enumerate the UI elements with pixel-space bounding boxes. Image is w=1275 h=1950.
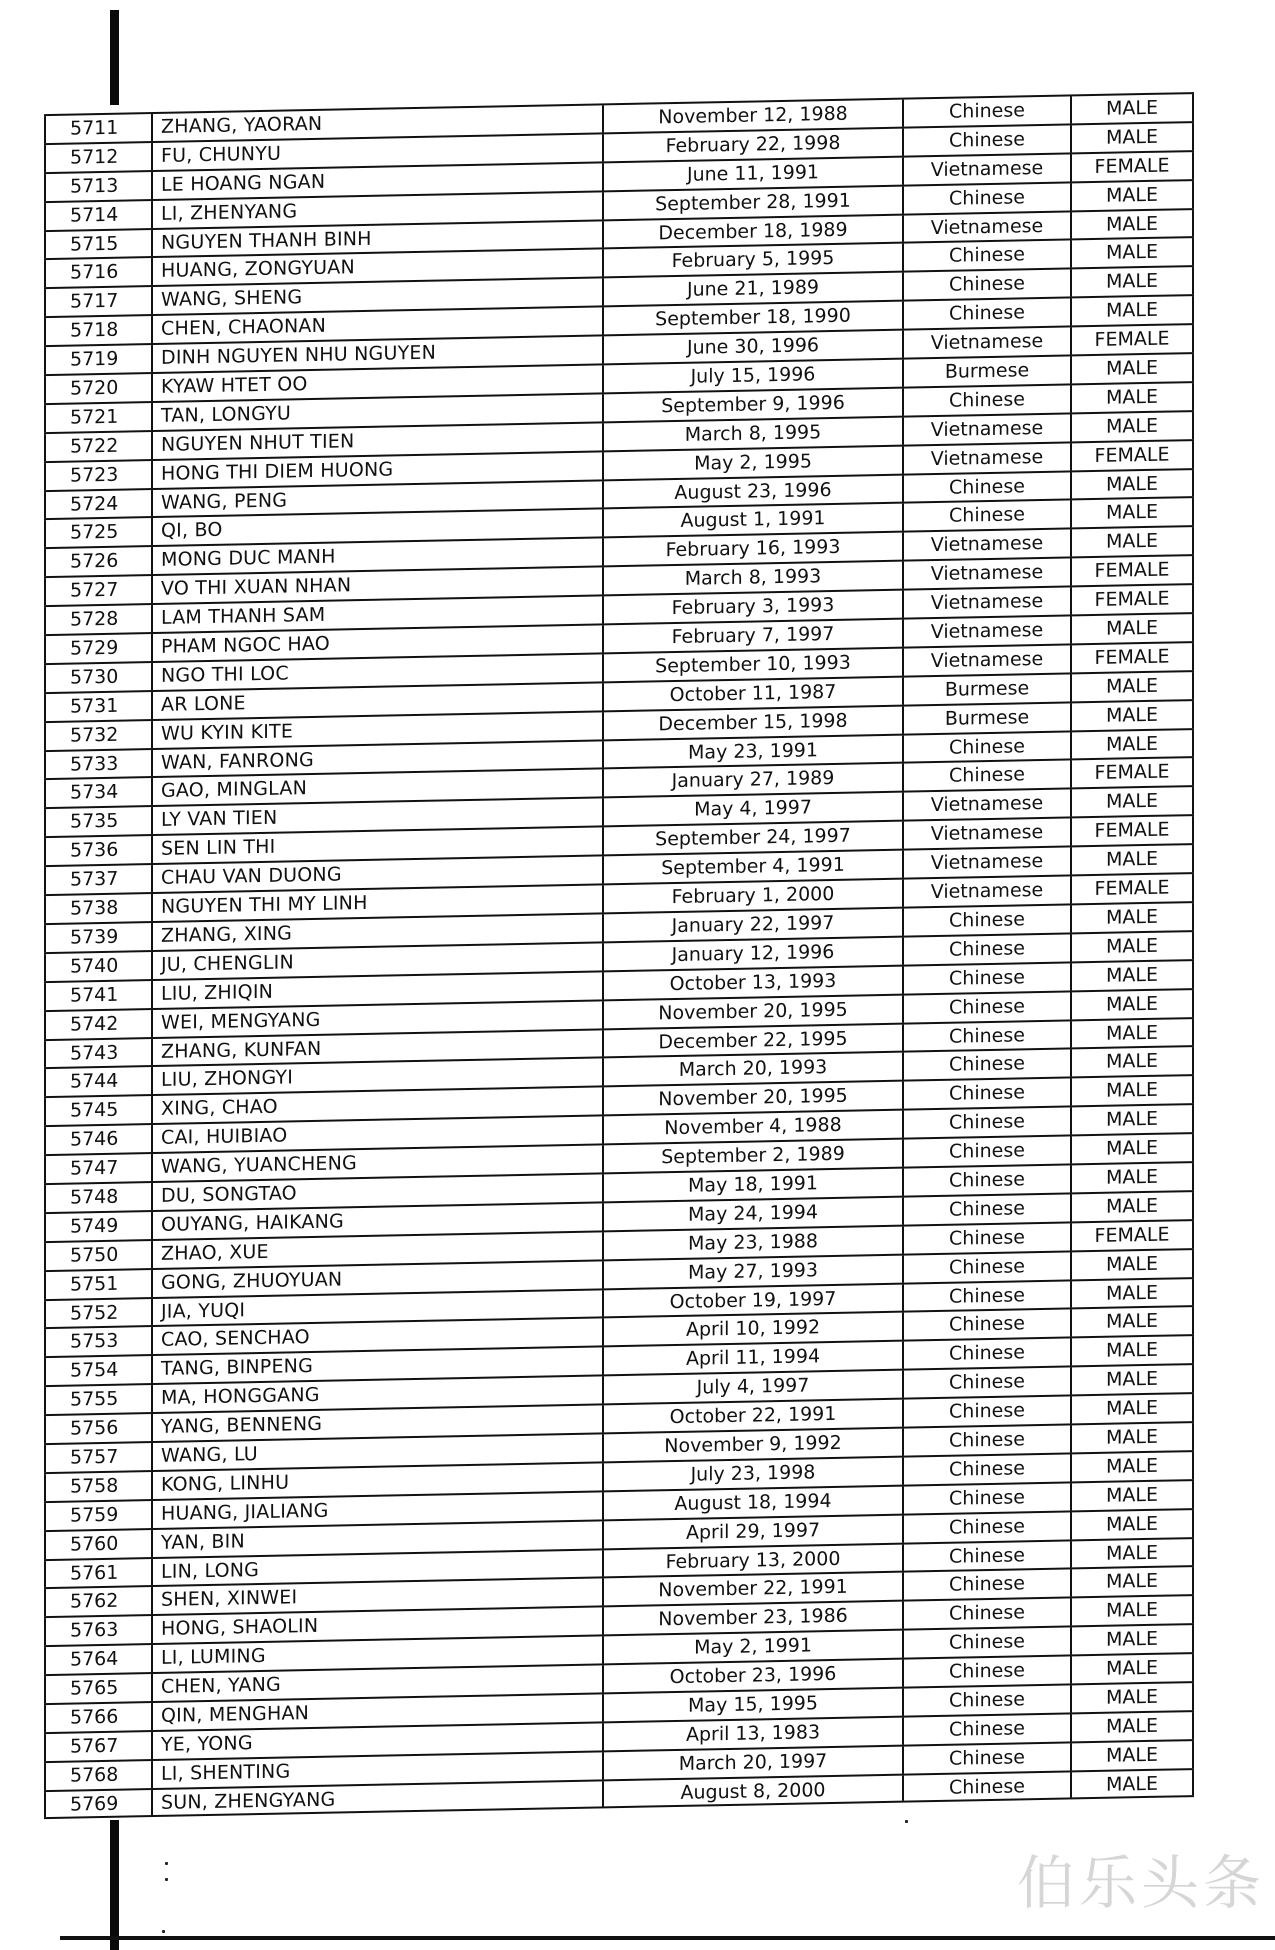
roster-cell-dob: April 11, 1994 bbox=[602, 1342, 902, 1375]
roster-cell-name: SUN, ZHENGYANG bbox=[151, 1781, 602, 1815]
roster-cell-id: 5722 bbox=[44, 432, 151, 461]
roster-cell-nationality: Chinese bbox=[902, 472, 1070, 502]
roster-cell-nationality: Chinese bbox=[902, 992, 1070, 1022]
roster-cell-sex: MALE bbox=[1070, 1741, 1194, 1770]
roster-cell-sex: MALE bbox=[1070, 1250, 1194, 1279]
roster-cell-id: 5730 bbox=[44, 663, 151, 692]
roster-cell-dob: May 23, 1991 bbox=[602, 735, 902, 768]
roster-cell-sex: MALE bbox=[1070, 296, 1194, 325]
roster-cell-sex: MALE bbox=[1070, 354, 1194, 383]
roster-cell-dob: February 7, 1997 bbox=[602, 620, 902, 653]
roster-cell-sex: MALE bbox=[1070, 1192, 1194, 1221]
roster-cell-id: 5741 bbox=[44, 981, 151, 1010]
roster-cell-name: CHAU VAN DUONG bbox=[151, 857, 602, 893]
roster-cell-sex: MALE bbox=[1070, 1307, 1194, 1336]
roster-cell-sex: MALE bbox=[1070, 1567, 1194, 1596]
roster-cell-id: 5759 bbox=[44, 1501, 151, 1530]
roster-table bbox=[44, 92, 1194, 1819]
roster-cell-dob: July 23, 1998 bbox=[602, 1458, 902, 1491]
roster-cell-id: 5767 bbox=[44, 1732, 151, 1761]
roster-cell-sex: MALE bbox=[1070, 239, 1194, 268]
roster-cell-nationality: Chinese bbox=[902, 761, 1070, 791]
roster-cell-nationality: Vietnamese bbox=[902, 645, 1070, 675]
roster-cell-id: 5723 bbox=[44, 461, 151, 490]
roster-cell-nationality: Vietnamese bbox=[902, 154, 1070, 184]
roster-cell-name: MA, HONGGANG bbox=[151, 1377, 602, 1413]
roster-cell-nationality: Chinese bbox=[902, 1281, 1070, 1311]
roster-cell-name: HONG THI DIEM HUONG bbox=[151, 452, 602, 488]
roster-cell-id: 5739 bbox=[44, 923, 151, 952]
roster-cell-sex: FEMALE bbox=[1070, 1221, 1194, 1250]
roster-cell-name: YE, YONG bbox=[151, 1723, 602, 1759]
roster-cell-dob: October 23, 1996 bbox=[602, 1660, 902, 1693]
roster-cell-id: 5746 bbox=[44, 1125, 151, 1154]
roster-cell-id: 5720 bbox=[44, 374, 151, 403]
roster-cell-id: 5735 bbox=[44, 807, 151, 836]
roster-cell-nationality: Vietnamese bbox=[902, 848, 1070, 878]
roster-cell-dob: November 20, 1995 bbox=[602, 995, 902, 1028]
roster-cell-sex: MALE bbox=[1070, 412, 1194, 441]
roster-cell-nationality: Chinese bbox=[902, 96, 1070, 126]
roster-cell-id: 5733 bbox=[44, 750, 151, 779]
roster-cell-nationality: Vietnamese bbox=[902, 212, 1070, 242]
roster-cell-id: 5764 bbox=[44, 1645, 151, 1674]
roster-cell-name: WANG, SHENG bbox=[151, 279, 602, 315]
roster-cell-sex: MALE bbox=[1070, 1394, 1194, 1423]
roster-cell-sex: MALE bbox=[1070, 614, 1194, 643]
roster-cell-sex: MALE bbox=[1070, 787, 1194, 816]
roster-cell-dob: May 23, 1988 bbox=[602, 1226, 902, 1259]
roster-cell-dob: February 22, 1998 bbox=[602, 129, 902, 162]
roster-cell-name: HUANG, JIALIANG bbox=[151, 1492, 602, 1528]
roster-cell-nationality: Chinese bbox=[902, 1194, 1070, 1224]
roster-cell-id: 5736 bbox=[44, 836, 151, 865]
roster-cell-id: 5762 bbox=[44, 1588, 151, 1617]
roster-cell-name: NGUYEN NHUT TIEN bbox=[151, 423, 602, 459]
roster-cell-nationality: Chinese bbox=[902, 1339, 1070, 1369]
roster-cell-name: TANG, BINPENG bbox=[151, 1348, 602, 1384]
roster-cell-sex: MALE bbox=[1070, 1076, 1194, 1105]
roster-cell-nationality: Vietnamese bbox=[902, 530, 1070, 560]
roster-cell-nationality: Chinese bbox=[902, 1021, 1070, 1051]
roster-cell-name: WAN, FANRONG bbox=[151, 741, 602, 777]
roster-cell-id: 5744 bbox=[44, 1067, 151, 1096]
roster-cell-id: 5731 bbox=[44, 692, 151, 721]
roster-cell-name: SHEN, XINWEI bbox=[151, 1579, 602, 1615]
roster-cell-name: NGUYEN THANH BINH bbox=[151, 221, 602, 257]
roster-cell-id: 5718 bbox=[44, 316, 151, 345]
roster-cell-dob: September 24, 1997 bbox=[602, 822, 902, 855]
roster-cell-sex: MALE bbox=[1070, 1423, 1194, 1452]
roster-cell-nationality: Chinese bbox=[902, 1368, 1070, 1398]
roster-cell-nationality: Chinese bbox=[902, 1425, 1070, 1455]
roster-cell-sex: MALE bbox=[1070, 1770, 1194, 1797]
roster-cell-id: 5751 bbox=[44, 1270, 151, 1299]
roster-cell-id: 5732 bbox=[44, 721, 151, 750]
roster-cell-id: 5727 bbox=[44, 576, 151, 605]
roster-cell-dob: November 9, 1992 bbox=[602, 1429, 902, 1462]
roster-cell-name: WEI, MENGYANG bbox=[151, 1001, 602, 1037]
roster-cell-name: CHEN, CHAONAN bbox=[151, 308, 602, 344]
roster-cell-nationality: Vietnamese bbox=[902, 443, 1070, 473]
roster-cell-name: AR LONE bbox=[151, 683, 602, 719]
roster-cell-nationality: Vietnamese bbox=[902, 819, 1070, 849]
roster-cell-sex: FEMALE bbox=[1070, 759, 1194, 788]
roster-cell-id: 5715 bbox=[44, 230, 151, 259]
roster-cell-name: CAI, HUIBIAO bbox=[151, 1117, 602, 1153]
roster-cell-nationality: Chinese bbox=[902, 1657, 1070, 1687]
roster-cell-name: OUYANG, HAIKANG bbox=[151, 1203, 602, 1239]
roster-cell-dob: January 27, 1989 bbox=[602, 764, 902, 797]
roster-cell-nationality: Vietnamese bbox=[902, 588, 1070, 618]
roster-cell-id: 5754 bbox=[44, 1356, 151, 1385]
roster-cell-name: GONG, ZHUOYUAN bbox=[151, 1261, 602, 1297]
roster-cell-dob: September 18, 1990 bbox=[602, 302, 902, 335]
roster-cell-sex: MALE bbox=[1070, 123, 1194, 152]
roster-cell-dob: April 13, 1983 bbox=[602, 1718, 902, 1751]
roster-cell-id: 5740 bbox=[44, 952, 151, 981]
roster-cell-nationality: Chinese bbox=[902, 1310, 1070, 1340]
roster-cell-name: WU KYIN KITE bbox=[151, 712, 602, 748]
roster-cell-dob: May 18, 1991 bbox=[602, 1169, 902, 1202]
roster-cell-name: SEN LIN THI bbox=[151, 828, 602, 864]
roster-cell-id: 5760 bbox=[44, 1530, 151, 1559]
roster-cell-id: 5749 bbox=[44, 1212, 151, 1241]
roster-cell-dob: March 20, 1993 bbox=[602, 1053, 902, 1086]
roster-cell-id: 5714 bbox=[44, 201, 151, 230]
roster-cell-name: LY VAN TIEN bbox=[151, 799, 602, 835]
roster-cell-nationality: Chinese bbox=[902, 1772, 1070, 1800]
roster-cell-sex: FEMALE bbox=[1070, 585, 1194, 614]
roster-cell-name: ZHAO, XUE bbox=[151, 1232, 602, 1268]
roster-cell-dob: February 3, 1993 bbox=[602, 591, 902, 624]
roster-cell-dob: February 5, 1995 bbox=[602, 244, 902, 277]
roster-cell-dob: July 4, 1997 bbox=[602, 1371, 902, 1404]
roster-cell-dob: August 23, 1996 bbox=[602, 475, 902, 508]
roster-cell-id: 5755 bbox=[44, 1385, 151, 1414]
roster-cell-nationality: Chinese bbox=[902, 1483, 1070, 1513]
roster-cell-nationality: Chinese bbox=[902, 125, 1070, 155]
roster-cell-sex: MALE bbox=[1070, 1134, 1194, 1163]
roster-cell-nationality: Chinese bbox=[902, 1541, 1070, 1571]
roster-cell-dob: October 19, 1997 bbox=[602, 1284, 902, 1317]
roster-cell-nationality: Chinese bbox=[902, 385, 1070, 415]
roster-cell-name: TAN, LONGYU bbox=[151, 394, 602, 430]
roster-cell-id: 5725 bbox=[44, 519, 151, 548]
roster-cell-dob: November 20, 1995 bbox=[602, 1082, 902, 1115]
roster-cell-name: ZHANG, KUNFAN bbox=[151, 1030, 602, 1066]
roster-cell-id: 5768 bbox=[44, 1761, 151, 1790]
roster-cell-sex: FEMALE bbox=[1070, 556, 1194, 585]
roster-cell-sex: MALE bbox=[1070, 1019, 1194, 1048]
roster-cell-nationality: Vietnamese bbox=[902, 877, 1070, 907]
roster-cell-nationality: Chinese bbox=[902, 501, 1070, 531]
roster-cell-nationality: Vietnamese bbox=[902, 328, 1070, 358]
roster-cell-id: 5756 bbox=[44, 1414, 151, 1443]
roster-cell-id: 5763 bbox=[44, 1616, 151, 1645]
roster-cell-sex: MALE bbox=[1070, 1510, 1194, 1539]
roster-cell-id: 5729 bbox=[44, 634, 151, 663]
roster-cell-sex: MALE bbox=[1070, 932, 1194, 961]
roster-cell-nationality: Burmese bbox=[902, 703, 1070, 733]
roster-cell-dob: June 11, 1991 bbox=[602, 157, 902, 190]
roster-cell-name: QI, BO bbox=[151, 510, 602, 546]
roster-cell-nationality: Chinese bbox=[902, 1512, 1070, 1542]
roster-cell-dob: September 4, 1991 bbox=[602, 851, 902, 884]
roster-cell-dob: September 28, 1991 bbox=[602, 186, 902, 219]
roster-cell-name: JIA, YUQI bbox=[151, 1290, 602, 1326]
roster-cell-dob: September 9, 1996 bbox=[602, 389, 902, 422]
roster-cell-id: 5728 bbox=[44, 605, 151, 634]
roster-cell-nationality: Chinese bbox=[902, 1570, 1070, 1600]
roster-cell-sex: FEMALE bbox=[1070, 643, 1194, 672]
roster-cell-nationality: Vietnamese bbox=[902, 616, 1070, 646]
roster-cell-nationality: Chinese bbox=[902, 1079, 1070, 1109]
roster-cell-dob: January 12, 1996 bbox=[602, 938, 902, 971]
roster-cell-nationality: Chinese bbox=[902, 1628, 1070, 1658]
roster-cell-name: KONG, LINHU bbox=[151, 1463, 602, 1499]
roster-cell-id: 5745 bbox=[44, 1096, 151, 1125]
roster-cell-dob: April 29, 1997 bbox=[602, 1515, 902, 1548]
roster-cell-nationality: Chinese bbox=[902, 1397, 1070, 1427]
roster-cell-nationality: Chinese bbox=[902, 1599, 1070, 1629]
roster-cell-name: NGO THI LOC bbox=[151, 654, 602, 690]
roster-cell-sex: MALE bbox=[1070, 1539, 1194, 1568]
roster-cell-name: XING, CHAO bbox=[151, 1088, 602, 1124]
roster-cell-name: DU, SONGTAO bbox=[151, 1174, 602, 1210]
roster-cell-id: 5738 bbox=[44, 894, 151, 923]
roster-cell-name: HONG, SHAOLIN bbox=[151, 1608, 602, 1644]
roster-cell-dob: February 13, 2000 bbox=[602, 1544, 902, 1577]
roster-cell-id: 5747 bbox=[44, 1154, 151, 1183]
roster-cell-dob: September 2, 1989 bbox=[602, 1140, 902, 1173]
roster-cell-nationality: Chinese bbox=[902, 1108, 1070, 1138]
roster-cell-id: 5761 bbox=[44, 1559, 151, 1588]
roster-cell-id: 5716 bbox=[44, 259, 151, 288]
roster-cell-dob: December 22, 1995 bbox=[602, 1024, 902, 1057]
roster-cell-id: 5734 bbox=[44, 779, 151, 808]
roster-cell-sex: MALE bbox=[1070, 845, 1194, 874]
roster-cell-dob: November 4, 1988 bbox=[602, 1111, 902, 1144]
roster-cell-id: 5753 bbox=[44, 1328, 151, 1357]
roster-cell-name: NGUYEN THI MY LINH bbox=[151, 885, 602, 921]
roster-cell-id: 5711 bbox=[44, 114, 151, 143]
roster-cell-name: PHAM NGOC HAO bbox=[151, 625, 602, 661]
roster-cell-nationality: Burmese bbox=[902, 674, 1070, 704]
roster-cell-id: 5748 bbox=[44, 1183, 151, 1212]
roster-cell-nationality: Chinese bbox=[902, 270, 1070, 300]
roster-cell-sex: MALE bbox=[1070, 1365, 1194, 1394]
roster-cell-id: 5719 bbox=[44, 345, 151, 374]
roster-cell-sex: MALE bbox=[1070, 1654, 1194, 1683]
roster-cell-id: 5752 bbox=[44, 1299, 151, 1328]
roster-cell-name: LIN, LONG bbox=[151, 1550, 602, 1586]
roster-cell-name: ZHANG, XING bbox=[151, 914, 602, 950]
roster-cell-name: GAO, MINGLAN bbox=[151, 770, 602, 806]
roster-cell-sex: MALE bbox=[1070, 499, 1194, 528]
roster-cell-dob: June 21, 1989 bbox=[602, 273, 902, 306]
roster-cell-nationality: Chinese bbox=[902, 1714, 1070, 1744]
roster-cell-nationality: Chinese bbox=[902, 1223, 1070, 1253]
roster-cell-name: KYAW HTET OO bbox=[151, 365, 602, 401]
roster-cell-id: 5721 bbox=[44, 403, 151, 432]
roster-cell-dob: November 12, 1988 bbox=[602, 100, 902, 133]
roster-cell-sex: FEMALE bbox=[1070, 325, 1194, 354]
roster-cell-dob: May 4, 1997 bbox=[602, 793, 902, 826]
roster-cell-nationality: Chinese bbox=[902, 934, 1070, 964]
roster-cell-dob: December 15, 1998 bbox=[602, 706, 902, 739]
roster-cell-nationality: Chinese bbox=[902, 1050, 1070, 1080]
roster-cell-sex: MALE bbox=[1070, 1163, 1194, 1192]
roster-cell-name: LI, LUMING bbox=[151, 1637, 602, 1673]
roster-cell-dob: March 8, 1993 bbox=[602, 562, 902, 595]
roster-cell-sex: MALE bbox=[1070, 1596, 1194, 1625]
roster-cell-nationality: Chinese bbox=[902, 1743, 1070, 1773]
roster-cell-sex: FEMALE bbox=[1070, 816, 1194, 845]
roster-cell-name: LI, SHENTING bbox=[151, 1752, 602, 1788]
roster-cell-sex: MALE bbox=[1070, 470, 1194, 499]
roster-cell-dob: January 22, 1997 bbox=[602, 909, 902, 942]
roster-cell-name: LIU, ZHONGYI bbox=[151, 1059, 602, 1095]
roster-cell-dob: May 2, 1991 bbox=[602, 1631, 902, 1664]
roster-cell-id: 5757 bbox=[44, 1443, 151, 1472]
roster-cell-dob: May 15, 1995 bbox=[602, 1689, 902, 1722]
roster-cell-nationality: Burmese bbox=[902, 356, 1070, 386]
roster-cell-sex: MALE bbox=[1070, 961, 1194, 990]
roster-cell-name: WANG, YUANCHENG bbox=[151, 1146, 602, 1182]
roster-cell-sex: MALE bbox=[1070, 1336, 1194, 1365]
roster-cell-dob: May 2, 1995 bbox=[602, 446, 902, 479]
roster-cell-dob: November 22, 1991 bbox=[602, 1573, 902, 1606]
roster-cell-dob: March 8, 1995 bbox=[602, 417, 902, 450]
roster-cell-sex: MALE bbox=[1070, 181, 1194, 210]
roster-cell-nationality: Chinese bbox=[902, 963, 1070, 993]
roster-cell-name: ZHANG, YAORAN bbox=[151, 105, 602, 141]
roster-cell-sex: MALE bbox=[1070, 1625, 1194, 1654]
roster-cell-id: 5766 bbox=[44, 1703, 151, 1732]
roster-cell-id: 5712 bbox=[44, 143, 151, 172]
roster-cell-id: 5765 bbox=[44, 1674, 151, 1703]
roster-cell-nationality: Chinese bbox=[902, 1252, 1070, 1282]
roster-cell-name: MONG DUC MANH bbox=[151, 539, 602, 575]
roster-cell-nationality: Chinese bbox=[902, 1454, 1070, 1484]
roster-cell-dob: May 24, 1994 bbox=[602, 1198, 902, 1231]
roster-cell-name: QIN, MENGHAN bbox=[151, 1694, 602, 1730]
roster-cell-dob: February 16, 1993 bbox=[602, 533, 902, 566]
roster-cell-dob: February 1, 2000 bbox=[602, 880, 902, 913]
roster-cell-id: 5742 bbox=[44, 1010, 151, 1039]
roster-cell-sex: MALE bbox=[1070, 527, 1194, 556]
roster-cell-name: YANG, BENNENG bbox=[151, 1406, 602, 1442]
roster-cell-name: YAN, BIN bbox=[151, 1521, 602, 1557]
roster-cell-id: 5737 bbox=[44, 865, 151, 894]
roster-cell-sex: MALE bbox=[1070, 383, 1194, 412]
roster-cell-nationality: Chinese bbox=[902, 905, 1070, 935]
roster-cell-name: FU, CHUNYU bbox=[151, 134, 602, 170]
roster-cell-nationality: Chinese bbox=[902, 183, 1070, 213]
roster-cell-sex: MALE bbox=[1070, 990, 1194, 1019]
roster-cell-name: CAO, SENCHAO bbox=[151, 1319, 602, 1355]
roster-cell-id: 5726 bbox=[44, 547, 151, 576]
roster-cell-sex: FEMALE bbox=[1070, 441, 1194, 470]
roster-cell-dob: April 10, 1992 bbox=[602, 1313, 902, 1346]
roster-cell-dob: July 15, 1996 bbox=[602, 360, 902, 393]
roster-cell-name: WANG, LU bbox=[151, 1434, 602, 1470]
roster-cell-nationality: Chinese bbox=[902, 1165, 1070, 1195]
roster-cell-id: 5713 bbox=[44, 172, 151, 201]
roster-cell-sex: MALE bbox=[1070, 730, 1194, 759]
roster-cell-dob: October 11, 1987 bbox=[602, 677, 902, 710]
watermark-logo: 伯乐头条 bbox=[1016, 1849, 1265, 1917]
roster-cell-dob: October 22, 1991 bbox=[602, 1400, 902, 1433]
roster-cell-sex: MALE bbox=[1070, 701, 1194, 730]
roster-cell-id: 5743 bbox=[44, 1039, 151, 1068]
roster-cell-name: CHEN, YANG bbox=[151, 1666, 602, 1702]
roster-cell-dob: August 1, 1991 bbox=[602, 504, 902, 537]
roster-cell-nationality: Chinese bbox=[902, 1137, 1070, 1167]
roster-cell-dob: November 23, 1986 bbox=[602, 1602, 902, 1635]
roster-cell-sex: MALE bbox=[1070, 1683, 1194, 1712]
roster-cell-dob: March 20, 1997 bbox=[602, 1746, 902, 1779]
roster-cell-sex: MALE bbox=[1070, 1279, 1194, 1308]
roster-cell-dob: August 8, 2000 bbox=[602, 1775, 902, 1806]
roster-cell-id: 5758 bbox=[44, 1472, 151, 1501]
roster-cell-sex: MALE bbox=[1070, 1047, 1194, 1076]
roster-cell-sex: MALE bbox=[1070, 210, 1194, 239]
roster-cell-name: LAM THANH SAM bbox=[151, 597, 602, 633]
roster-cell-dob: August 18, 1994 bbox=[602, 1486, 902, 1519]
roster-cell-sex: MALE bbox=[1070, 94, 1194, 123]
roster-cell-dob: May 27, 1993 bbox=[602, 1255, 902, 1288]
roster-cell-sex: MALE bbox=[1070, 672, 1194, 701]
roster-cell-name: DINH NGUYEN NHU NGUYEN bbox=[151, 337, 602, 373]
roster-cell-nationality: Chinese bbox=[902, 241, 1070, 271]
roster-cell-sex: MALE bbox=[1070, 903, 1194, 932]
roster-cell-dob: December 18, 1989 bbox=[602, 215, 902, 248]
roster-cell-nationality: Chinese bbox=[902, 1685, 1070, 1715]
roster-cell-sex: MALE bbox=[1070, 1452, 1194, 1481]
roster-cell-id: 5724 bbox=[44, 490, 151, 519]
roster-cell-name: LIU, ZHIQIN bbox=[151, 972, 602, 1008]
roster-cell-sex: MALE bbox=[1070, 1481, 1194, 1510]
roster-cell-nationality: Chinese bbox=[902, 299, 1070, 329]
roster-cell-id: 5769 bbox=[44, 1790, 151, 1817]
roster-cell-sex: FEMALE bbox=[1070, 874, 1194, 903]
roster-cell-name: VO THI XUAN NHAN bbox=[151, 568, 602, 604]
roster-cell-sex: MALE bbox=[1070, 1105, 1194, 1134]
roster-cell-nationality: Vietnamese bbox=[902, 414, 1070, 444]
roster-cell-nationality: Vietnamese bbox=[902, 790, 1070, 820]
roster-cell-dob: June 30, 1996 bbox=[602, 331, 902, 364]
roster-cell-sex: FEMALE bbox=[1070, 152, 1194, 181]
roster-cell-nationality: Chinese bbox=[902, 732, 1070, 762]
roster-cell-sex: MALE bbox=[1070, 1712, 1194, 1741]
roster-cell-dob: September 10, 1993 bbox=[602, 649, 902, 682]
roster-cell-id: 5750 bbox=[44, 1241, 151, 1270]
roster-cell-name: HUANG, ZONGYUAN bbox=[151, 250, 602, 286]
roster-cell-name: LI, ZHENYANG bbox=[151, 192, 602, 228]
roster-cell-name: JU, CHENGLIN bbox=[151, 943, 602, 979]
roster-cell-dob: October 13, 1993 bbox=[602, 966, 902, 999]
roster-cell-sex: MALE bbox=[1070, 267, 1194, 296]
roster-cell-id: 5717 bbox=[44, 287, 151, 316]
roster-cell-name: LE HOANG NGAN bbox=[151, 163, 602, 199]
roster-cell-nationality: Vietnamese bbox=[902, 559, 1070, 589]
roster-cell-name: WANG, PENG bbox=[151, 481, 602, 517]
